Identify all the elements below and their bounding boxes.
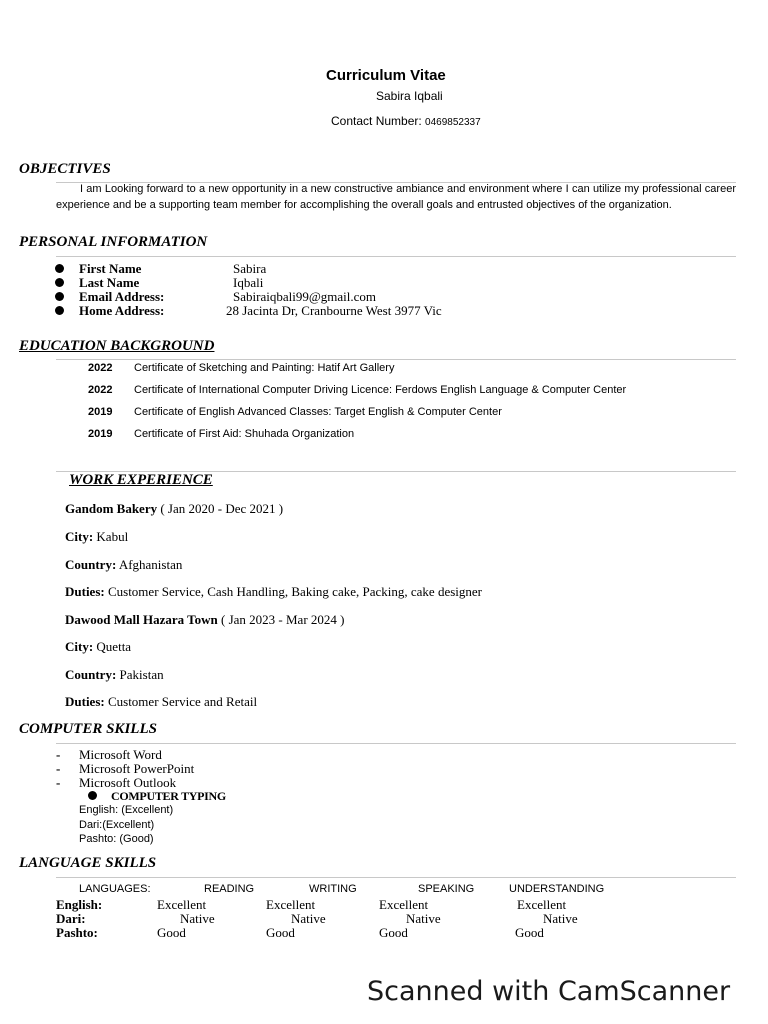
skill-item: Microsoft Word bbox=[79, 747, 162, 762]
job-city-line bbox=[65, 529, 128, 545]
lang-writing: Native bbox=[291, 911, 326, 926]
divider bbox=[56, 877, 736, 878]
typing-item: Dari:(Excellent) bbox=[79, 819, 155, 831]
lang-name: English: bbox=[56, 897, 103, 912]
lang-understanding: Excellent bbox=[517, 897, 567, 912]
education-item: Certificate of First Aid: Shuhada Organization bbox=[134, 428, 355, 440]
duties-label: Duties: bbox=[65, 584, 105, 599]
country-value: Afghanistan bbox=[116, 557, 183, 572]
duties-label: Duties: bbox=[65, 694, 105, 709]
divider bbox=[56, 256, 736, 257]
personal-label: Email Address: bbox=[79, 289, 165, 304]
job-title-line bbox=[65, 501, 283, 517]
typing-row bbox=[88, 789, 97, 804]
city-value: Kabul bbox=[93, 529, 129, 544]
education-item: Certificate of International Computer Driving Licence: Ferdows English Language & Computer Center bbox=[134, 384, 627, 396]
personal-value: Sabira bbox=[233, 261, 267, 276]
lang-name: Pashto: bbox=[56, 925, 98, 940]
skill-item: Microsoft Outlook bbox=[79, 775, 177, 790]
lang-reading: Excellent bbox=[157, 897, 207, 912]
lang-writing: Good bbox=[266, 925, 295, 940]
lang-speaking: Good bbox=[379, 925, 408, 940]
job-country-line bbox=[65, 557, 182, 573]
page-title: Curriculum Vitae bbox=[326, 67, 446, 84]
education-year: 2022 bbox=[88, 362, 113, 374]
personal-value: Iqbali bbox=[233, 275, 264, 290]
personal-row bbox=[55, 303, 64, 319]
objectives-text: I am Looking forward to a new opportunity in a new constructive ambiance and environment where I can utilize my professional career experience and be a supporting team member for accomplishing the overall goals and entrusted objectives of the organization. bbox=[56, 183, 736, 211]
employer: Dawood Mall Hazara Town bbox=[65, 612, 218, 627]
lang-speaking: Native bbox=[406, 911, 441, 926]
duties-value: Customer Service, Cash Handling, Baking cake, Packing, cake designer bbox=[104, 584, 482, 599]
lang-speaking: Excellent bbox=[379, 897, 429, 912]
divider bbox=[56, 743, 736, 744]
bullet-icon bbox=[55, 264, 64, 273]
col-understanding: UNDERSTANDING bbox=[509, 883, 605, 895]
lang-understanding: Native bbox=[543, 911, 578, 926]
camscanner-watermark: Scanned with CamScanner bbox=[367, 976, 731, 1007]
country-label: Country: bbox=[65, 667, 117, 682]
job-period: ( Jan 2020 - Dec 2021 ) bbox=[157, 501, 284, 516]
typing-item: English: (Excellent) bbox=[79, 804, 174, 816]
lang-name: Dari: bbox=[56, 911, 86, 926]
education-item: Certificate of English Advanced Classes: Target English & Computer Center bbox=[134, 406, 502, 418]
education-year: 2022 bbox=[88, 384, 113, 396]
job-city-line bbox=[65, 639, 131, 655]
education-heading: EDUCATION BACKGROUND bbox=[19, 338, 215, 354]
language-heading: LANGUAGE SKILLS bbox=[19, 855, 157, 871]
lang-reading: Good bbox=[157, 925, 186, 940]
skill-item: Microsoft PowerPoint bbox=[79, 761, 195, 776]
candidate-name: Sabira Iqbali bbox=[376, 89, 443, 103]
education-year: 2019 bbox=[88, 406, 113, 418]
bullet-icon bbox=[88, 791, 97, 800]
job-duties-line bbox=[65, 694, 257, 710]
city-label: City: bbox=[65, 529, 94, 544]
education-year: 2019 bbox=[88, 428, 113, 440]
contact-label: Contact Number: bbox=[331, 114, 422, 128]
personal-label: Home Address: bbox=[79, 303, 165, 318]
col-reading: READING bbox=[204, 883, 255, 895]
education-item: Certificate of Sketching and Painting: Hatif Art Gallery bbox=[134, 362, 395, 374]
typing-heading: COMPUTER TYPING bbox=[111, 789, 226, 803]
computer-heading: COMPUTER SKILLS bbox=[19, 721, 157, 737]
lang-understanding: Good bbox=[515, 925, 544, 940]
divider bbox=[56, 359, 736, 360]
job-duties-line bbox=[65, 584, 482, 600]
lang-writing: Excellent bbox=[266, 897, 316, 912]
bullet-icon bbox=[55, 292, 64, 301]
bullet-icon bbox=[55, 278, 64, 287]
duties-value: Customer Service and Retail bbox=[104, 694, 258, 709]
personal-heading: PERSONAL INFORMATION bbox=[19, 234, 208, 250]
col-languages: LANGUAGES: bbox=[79, 883, 151, 895]
bullet-icon bbox=[55, 306, 64, 315]
col-writing: WRITING bbox=[309, 883, 357, 895]
dash-icon: - bbox=[56, 761, 61, 776]
col-speaking: SPEAKING bbox=[418, 883, 475, 895]
lang-reading: Native bbox=[180, 911, 215, 926]
city-value: Quetta bbox=[93, 639, 132, 654]
employer: Gandom Bakery bbox=[65, 501, 158, 516]
job-country-line bbox=[65, 667, 164, 683]
job-period: ( Jan 2023 - Mar 2024 ) bbox=[217, 612, 345, 627]
dash-icon: - bbox=[56, 775, 61, 790]
dash-icon: - bbox=[56, 747, 61, 762]
typing-item: Pashto: (Good) bbox=[79, 833, 154, 845]
personal-value: 28 Jacinta Dr, Cranbourne West 3977 Vic bbox=[226, 303, 442, 318]
city-label: City: bbox=[65, 639, 94, 654]
contact-line bbox=[331, 114, 481, 128]
personal-label: First Name bbox=[79, 261, 142, 276]
job-title-line bbox=[65, 612, 345, 628]
country-value: Pakistan bbox=[116, 667, 164, 682]
contact-number: 0469852337 bbox=[425, 117, 481, 128]
work-heading: WORK EXPERIENCE bbox=[69, 472, 213, 488]
personal-value: Sabiraiqbali99@gmail.com bbox=[233, 289, 377, 304]
personal-label: Last Name bbox=[79, 275, 140, 290]
objectives-heading: OBJECTIVES bbox=[19, 161, 111, 177]
country-label: Country: bbox=[65, 557, 117, 572]
